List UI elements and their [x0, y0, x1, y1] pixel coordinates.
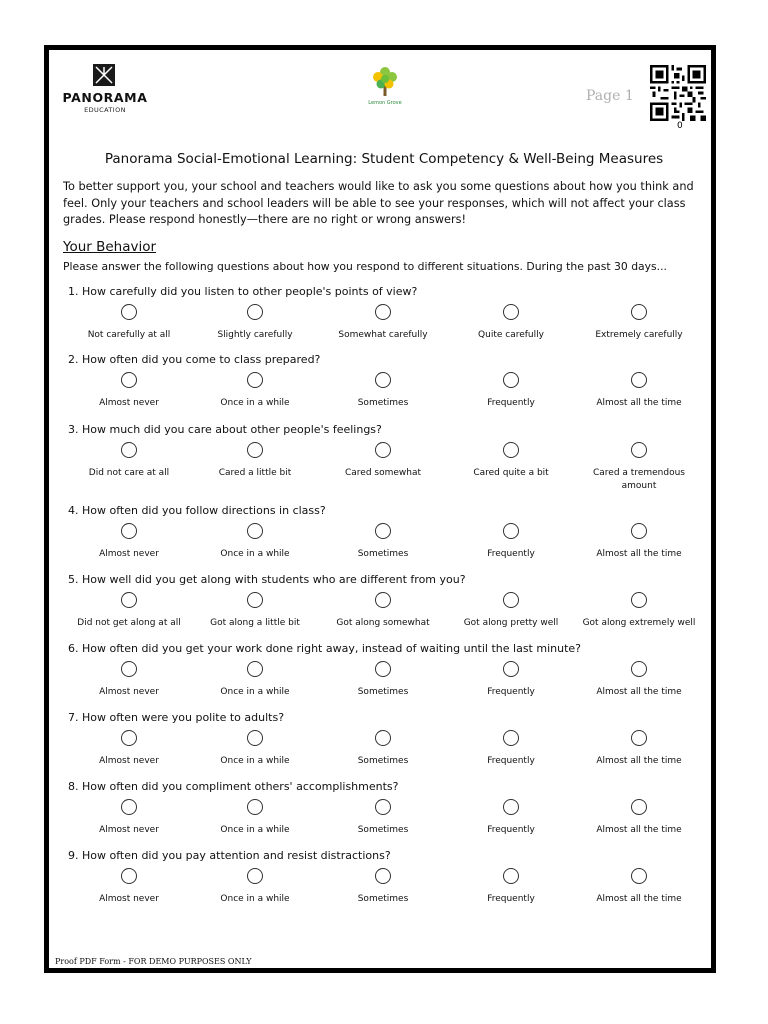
qr-code-icon [650, 65, 706, 121]
answer-radio[interactable] [503, 799, 519, 815]
question-text: 4. How often did you follow directions in class? [68, 504, 326, 517]
answer-radio[interactable] [375, 442, 391, 458]
answer-radio[interactable] [631, 730, 647, 746]
answer-radio[interactable] [503, 304, 519, 320]
answer-label: Extremely carefully [595, 330, 683, 340]
answer-label: Once in a while [220, 756, 290, 766]
answer-label: Frequently [487, 549, 535, 559]
answer-radio[interactable] [375, 730, 391, 746]
answer-radio[interactable] [503, 442, 519, 458]
answer-label: Did not get along at all [77, 618, 181, 628]
intro-paragraph: To better support you, your school and teachers would like to ask you some questions about how you think and feel. Only your teachers and school leaders will be able to see your responses, which will not affect your class grades. Please respond honestly—there are no right or wrong answers! [63, 180, 694, 226]
answer-radio[interactable] [503, 372, 519, 388]
brand-name: PANORAMA [62, 90, 148, 105]
answer-radio[interactable] [503, 592, 519, 608]
answer-label: Almost all the time [596, 398, 682, 408]
answer-radio[interactable] [121, 372, 137, 388]
question-text: 8. How often did you compliment others' accomplishments? [68, 780, 399, 793]
answer-label: Sometimes [357, 398, 409, 408]
answer-radio[interactable] [631, 592, 647, 608]
answer-label: Cared a tremendous amount [593, 468, 685, 491]
answer-label: Got along a little bit [210, 618, 300, 628]
answer-label: Did not care at all [88, 468, 170, 478]
answer-label: Sometimes [357, 894, 409, 904]
answer-label: Once in a while [220, 825, 290, 835]
answer-label: Not carefully at all [87, 330, 171, 340]
footer-note: Proof PDF Form - FOR DEMO PURPOSES ONLY [55, 957, 252, 966]
answer-radio[interactable] [375, 868, 391, 884]
answer-radio[interactable] [503, 868, 519, 884]
section-subtitle: Please answer the following questions about how you respond to different situations. During the past 30 days... [63, 260, 667, 273]
answer-label: Frequently [487, 825, 535, 835]
answer-label: Cared a little bit [218, 468, 292, 478]
question-text: 2. How often did you come to class prepared? [68, 353, 321, 366]
question-text: 7. How often were you polite to adults? [68, 711, 285, 724]
answer-radio[interactable] [121, 730, 137, 746]
answer-label: Got along somewhat [336, 618, 430, 628]
answer-radio[interactable] [121, 592, 137, 608]
answer-radio[interactable] [631, 661, 647, 677]
answer-label: Almost never [99, 756, 159, 766]
question-text: 3. How much did you care about other people's feelings? [68, 423, 382, 436]
tree-icon [360, 64, 410, 100]
question-text: 5. How well did you get along with students who are different from you? [68, 573, 466, 586]
answer-radio[interactable] [375, 592, 391, 608]
question-text: 9. How often did you pay attention and resist distractions? [68, 849, 391, 862]
answer-label: Somewhat carefully [338, 330, 428, 340]
answer-radio[interactable] [121, 661, 137, 677]
answer-radio[interactable] [121, 442, 137, 458]
answer-radio[interactable] [247, 304, 263, 320]
answer-radio[interactable] [247, 523, 263, 539]
answer-radio[interactable] [121, 868, 137, 884]
answer-radio[interactable] [375, 661, 391, 677]
answer-radio[interactable] [247, 661, 263, 677]
answer-label: Almost never [99, 687, 159, 697]
answer-radio[interactable] [375, 372, 391, 388]
answer-label: Frequently [487, 756, 535, 766]
answer-radio[interactable] [631, 523, 647, 539]
answer-label: Frequently [487, 687, 535, 697]
page-number: Page 1 [586, 88, 634, 104]
answer-radio[interactable] [247, 372, 263, 388]
school-logo [360, 64, 410, 112]
answer-label: Once in a while [220, 687, 290, 697]
answer-label: Almost all the time [596, 687, 682, 697]
answer-radio[interactable] [375, 304, 391, 320]
answer-radio[interactable] [247, 442, 263, 458]
answer-label: Frequently [487, 894, 535, 904]
answer-radio[interactable] [247, 868, 263, 884]
panorama-logo-icon [60, 63, 150, 91]
answer-label: Once in a while [220, 549, 290, 559]
answer-label: Sometimes [357, 687, 409, 697]
school-name: Lemon Grove [368, 100, 402, 106]
answer-label: Almost all the time [596, 756, 682, 766]
answer-label: Got along pretty well [463, 618, 559, 628]
answer-radio[interactable] [121, 523, 137, 539]
answer-label: Slightly carefully [217, 330, 293, 340]
answer-label: Once in a while [220, 894, 290, 904]
answer-radio[interactable] [247, 730, 263, 746]
answer-radio[interactable] [631, 442, 647, 458]
answer-label: Almost all the time [596, 894, 682, 904]
question-text: 6. How often did you get your work done right away, instead of waiting until the last minute? [68, 642, 582, 655]
answer-label: Sometimes [357, 549, 409, 559]
answer-label: Sometimes [357, 825, 409, 835]
answer-radio[interactable] [631, 372, 647, 388]
answer-label: Frequently [487, 398, 535, 408]
answer-radio[interactable] [375, 523, 391, 539]
section-title: Your Behavior [63, 239, 157, 255]
answer-label: Almost never [99, 825, 159, 835]
survey-title: Panorama Social-Emotional Learning: Student Competency & Well-Being Measures [104, 151, 664, 167]
answer-radio[interactable] [247, 799, 263, 815]
answer-label: Almost never [99, 894, 159, 904]
answer-label: Almost never [99, 549, 159, 559]
answer-radio[interactable] [503, 661, 519, 677]
answer-label: Once in a while [220, 398, 290, 408]
answer-radio[interactable] [247, 592, 263, 608]
answer-radio[interactable] [121, 799, 137, 815]
answer-radio[interactable] [375, 799, 391, 815]
answer-label: Sometimes [357, 756, 409, 766]
answer-radio[interactable] [503, 523, 519, 539]
answer-label: Cared quite a bit [473, 468, 549, 478]
answer-radio[interactable] [631, 799, 647, 815]
question-text: 1. How carefully did you listen to other people's points of view? [68, 285, 418, 298]
answer-radio[interactable] [503, 730, 519, 746]
answer-label: Cared somewhat [344, 468, 422, 478]
answer-label: Quite carefully [478, 330, 544, 340]
answer-label: Almost all the time [596, 549, 682, 559]
qr-number: 0 [677, 121, 683, 131]
answer-radio[interactable] [631, 304, 647, 320]
answer-label: Got along extremely well [582, 618, 696, 628]
answer-label: Almost never [99, 398, 159, 408]
panorama-logo [60, 63, 150, 115]
answer-radio[interactable] [631, 868, 647, 884]
brand-subtitle: EDUCATION [84, 106, 126, 114]
answer-label: Almost all the time [596, 825, 682, 835]
answer-radio[interactable] [121, 304, 137, 320]
